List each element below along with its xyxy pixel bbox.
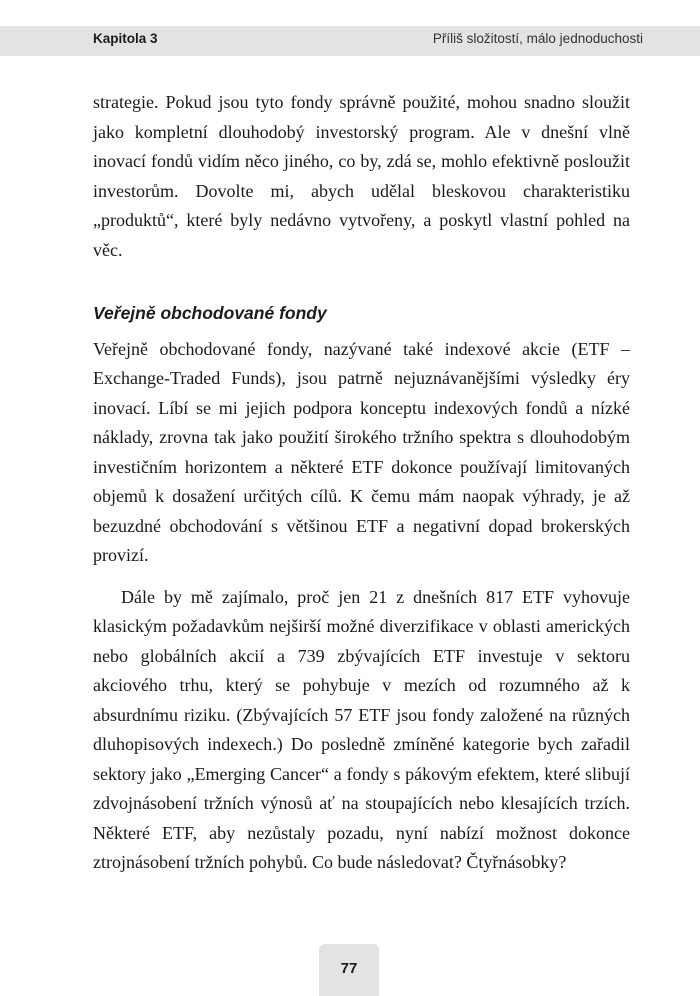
paragraph-etf-details: Dále by mě zajímalo, proč jen 21 z dnešních 817 ETF vyhovuje klasickým požadavkům nejširší možné diverzifikace v oblasti amerických nebo globálních akcií a 739 zbývajících ETF investuje v sektoru akciového trhu, který se pohybuje v mezích od rozumného až k absurdnímu riziku. (Zbývajících 57 ETF jsou fondy založené na různých dluhopisových indexech.) Do posledně zmíněné kategorie bych zařadil sektory jako „Emerging Cancer“ a fondy s pákovým efektem, které slibují zdvojnásobení tržních výnosů ať na stoupajících nebo klesajících trzích. Některé ETF, aby nezůstaly pozadu, nyní nabízí možnost dokonce ztrojnásobení tržních pohybů. Co bude následovat? Čtyřnásobky? (93, 586, 630, 872)
page-number: 77 (340, 960, 358, 977)
paragraph-etf-intro: Veřejně obchodované fondy, nazývané také indexové akcie (ETF – Exchange-Traded Funds), jsou patrně nejuznávanějšími výsledky éry inovací. Líbí se mi jejich podpora konceptu indexových fondů a nízké náklady, zrovna tak jako použití širokého tržního spektra s dlouhodobým investičním horizontem a některé ETF dokonce používají limitovaných objemů k dosažení určitých cílů. K čemu mám naopak výhrady, je až bezuzdné obchodování s většinou ETF a negativní dopad brokerských provizí. (93, 338, 630, 565)
running-header (0, 26, 700, 56)
intro-paragraph: strategie. Pokud jsou tyto fondy správně použité, mohou snadno sloužit jako kompletní dlouhodobý investorský program. Ale v dnešní vlně inovací fondů vidím něco jiného, co by, zdá se, mohlo efektivně posloužit investorům. Dovolte mi, abych udělal bleskovou charakteristiku „produktů“, které byly nedávno vytvořeny, a poskytl vlastní pohled na věc. (93, 92, 630, 260)
chapter-label: Kapitola 3 (93, 31, 158, 46)
running-title: Příliš složitostí, málo jednoduchosti (432, 31, 643, 46)
page-number-tab (319, 944, 379, 996)
section-heading: Veřejně obchodované fondy (93, 303, 327, 323)
page-body (93, 88, 630, 878)
